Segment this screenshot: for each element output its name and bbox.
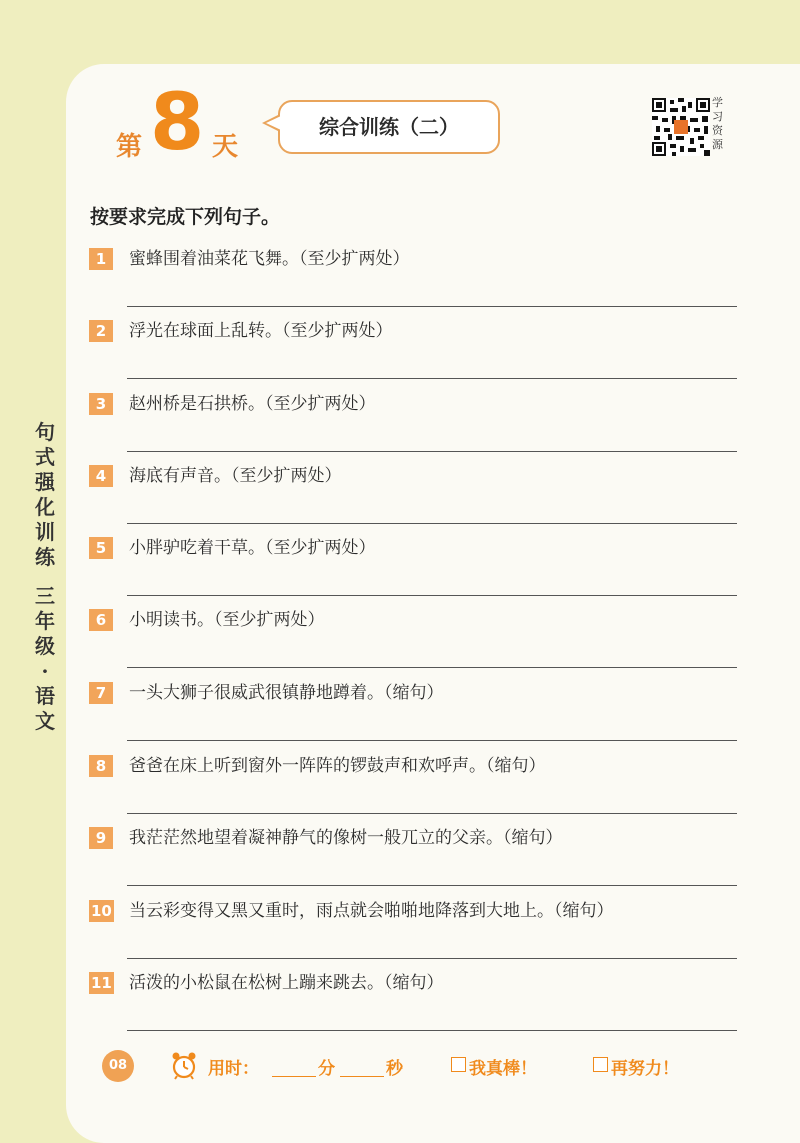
side-title-char: ·: [41, 659, 49, 683]
question-number: 10: [91, 902, 112, 920]
question-number: 2: [89, 320, 113, 342]
side-title-char: 年: [35, 609, 55, 633]
side-title-char: 句: [35, 420, 55, 444]
bubble-tail-inner: [266, 116, 281, 130]
answer-line[interactable]: [127, 595, 737, 596]
qr-label: 学习资源: [712, 96, 723, 151]
answer-line[interactable]: [127, 1030, 737, 1031]
answer-line[interactable]: [127, 523, 737, 524]
title-bubble: [278, 100, 500, 154]
great-checkbox[interactable]: [451, 1057, 466, 1072]
question-text: 一头大狮子很威武很镇静地蹲着。（缩句）: [129, 683, 444, 703]
question-text: 爸爸在床上听到窗外一阵阵的锣鼓声和欢呼声。（缩句）: [129, 756, 546, 776]
question-text: 小胖驴吃着干草。（至少扩两处）: [129, 538, 376, 558]
day-suffix: 天: [212, 132, 239, 162]
side-title-char: 训: [35, 520, 55, 544]
side-title-char: 三: [35, 584, 55, 608]
question-text: 浮光在球面上乱转。（至少扩两处）: [129, 321, 393, 341]
question-number: 11: [91, 974, 112, 992]
answer-line[interactable]: [127, 667, 737, 668]
question-number: 8: [89, 755, 113, 777]
qr-code-icon[interactable]: [652, 98, 710, 156]
minutes-label: 分: [318, 1059, 335, 1079]
page-title: 综合训练（二）: [319, 115, 459, 139]
side-title: [30, 420, 60, 734]
great-label: 我真棒！: [469, 1059, 537, 1079]
question-text: 活泼的小松鼠在松树上蹦来跳去。（缩句）: [129, 973, 444, 993]
question-number: 9: [89, 827, 113, 849]
instruction: 按要求完成下列句子。: [90, 206, 281, 228]
side-title-char: 化: [35, 495, 55, 519]
question-number: 5: [89, 537, 113, 559]
seconds-blank[interactable]: [340, 1076, 384, 1077]
try-harder-label: 再努力！: [611, 1059, 679, 1079]
minutes-blank[interactable]: [272, 1076, 316, 1077]
side-title-char: 式: [35, 445, 55, 469]
try-harder-checkbox[interactable]: [593, 1057, 608, 1072]
question-number: 1: [89, 248, 113, 270]
question-text: 小明读书。（至少扩两处）: [129, 610, 325, 630]
footer: [0, 1048, 800, 1088]
seconds-label: 秒: [386, 1059, 403, 1079]
answer-line[interactable]: [127, 740, 737, 741]
question-text: 赵州桥是石拱桥。（至少扩两处）: [129, 394, 376, 414]
answer-line[interactable]: [127, 813, 737, 814]
side-title-char: 语: [35, 684, 55, 708]
question-number: 4: [89, 465, 113, 487]
alarm-clock-icon: [170, 1050, 198, 1080]
side-title-char: [30, 570, 60, 584]
question-text: 海底有声音。（至少扩两处）: [129, 466, 342, 486]
day-prefix: 第: [116, 132, 143, 162]
day-number: 8: [150, 78, 205, 168]
question-text: 当云彩变得又黑又重时，雨点就会啪啪地降落到大地上。（缩句）: [129, 901, 614, 921]
question-text: 蜜蜂围着油菜花飞舞。（至少扩两处）: [129, 249, 410, 269]
question-number: 3: [89, 393, 113, 415]
side-title-char: 级: [35, 634, 55, 658]
time-label: 用时：: [208, 1059, 259, 1079]
answer-line[interactable]: [127, 885, 737, 886]
answer-line[interactable]: [127, 306, 737, 307]
side-title-char: 练: [35, 545, 55, 569]
answer-line[interactable]: [127, 451, 737, 452]
side-title-char: 文: [35, 709, 55, 733]
answer-line[interactable]: [127, 378, 737, 379]
side-title-char: 强: [35, 470, 55, 494]
answer-line[interactable]: [127, 958, 737, 959]
page-number: 08: [102, 1050, 134, 1082]
question-number: 7: [89, 682, 113, 704]
question-number: 6: [89, 609, 113, 631]
question-text: 我茫茫然地望着凝神静气的像树一般兀立的父亲。（缩句）: [129, 828, 563, 848]
